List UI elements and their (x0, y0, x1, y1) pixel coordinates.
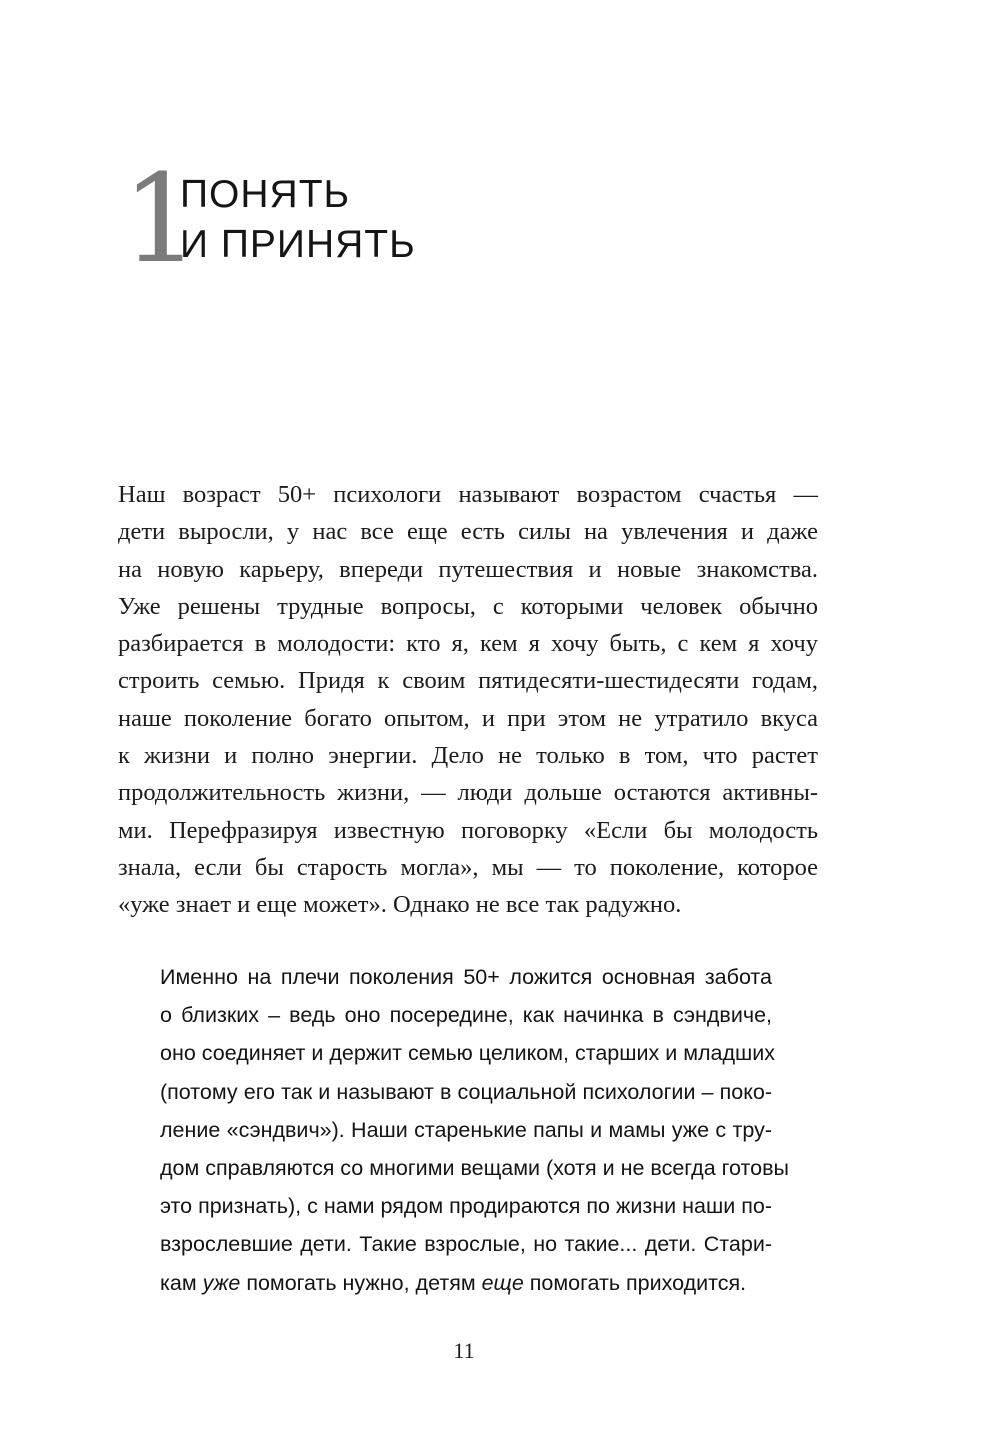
callout-line: ление «сэндвич»). Наши старенькие папы и мамы уже с тру- (160, 1117, 772, 1142)
chapter-number: 1 (122, 148, 200, 290)
body-line: дети выросли, у нас все еще есть силы на увлечения и даже (118, 518, 818, 546)
callout-line (160, 1264, 772, 1302)
page-number: 11 (453, 1338, 475, 1363)
callout-text: помогать приходится. (523, 1270, 747, 1295)
chapter-title-line: ПОНЯТЬ (180, 173, 351, 216)
body-line: «уже знает и еще может». Однако не все так радужно. (118, 891, 682, 919)
body-line: продолжительность жизни, — люди дольше остаются активны- (118, 779, 818, 807)
body-line: Уже решены трудные вопросы, с которыми человек обычно (118, 592, 818, 620)
callout-line: это признать), с нами рядом продираются по жизни наши по- (160, 1194, 772, 1219)
chapter-title-line: И ПРИНЯТЬ (180, 223, 416, 266)
body-line: строить семью. Придя к своим пятидесяти-шестидесяти годам, (118, 667, 818, 695)
body-line: ми. Перефразируя известную поговорку «Если бы молодость (118, 816, 818, 844)
callout-line: взрослевшие дети. Такие взрослые, но такие... дети. Стари- (160, 1232, 772, 1257)
callout-text: кам (160, 1270, 203, 1295)
callout-paragraph (160, 958, 789, 1302)
body-line: к жизни и полно энергии. Дело не только в том, что растет (118, 742, 818, 770)
chapter-header (118, 148, 818, 290)
body-line: на новую карьеру, впереди путешествия и новые знакомства. (118, 555, 818, 583)
callout-text: помогать нужно, детям (240, 1270, 482, 1295)
body-line: знала, если бы старость могла», мы — то поколение, которое (118, 853, 818, 881)
callout-line: Именно на плечи поколения 50+ ложится основная забота (160, 965, 772, 989)
chapter-title (180, 170, 416, 270)
body-line: Наш возраст 50+ психологи называют возрастом счастья — (118, 481, 818, 508)
callout-line: дом справляются со многими вещами (хотя и не всегда готовы (160, 1156, 789, 1181)
body-paragraph (118, 476, 818, 924)
body-line: разбирается в молодости: кто я, кем я хочу быть, с кем я хочу (118, 630, 818, 658)
body-line: наше поколение богато опытом, и при этом не утратило вкуса (118, 704, 818, 732)
callout-line: оно соединяет и держит семью целиком, старших и младших (160, 1041, 776, 1066)
callout-line: о близких – ведь оно посередине, как начинка в сэндвиче, (160, 1003, 772, 1028)
callout-line: (потому его так и называют в социальной психологии – поко- (160, 1079, 772, 1104)
callout-emphasis: еще (481, 1270, 524, 1295)
callout-emphasis: уже (202, 1270, 241, 1295)
